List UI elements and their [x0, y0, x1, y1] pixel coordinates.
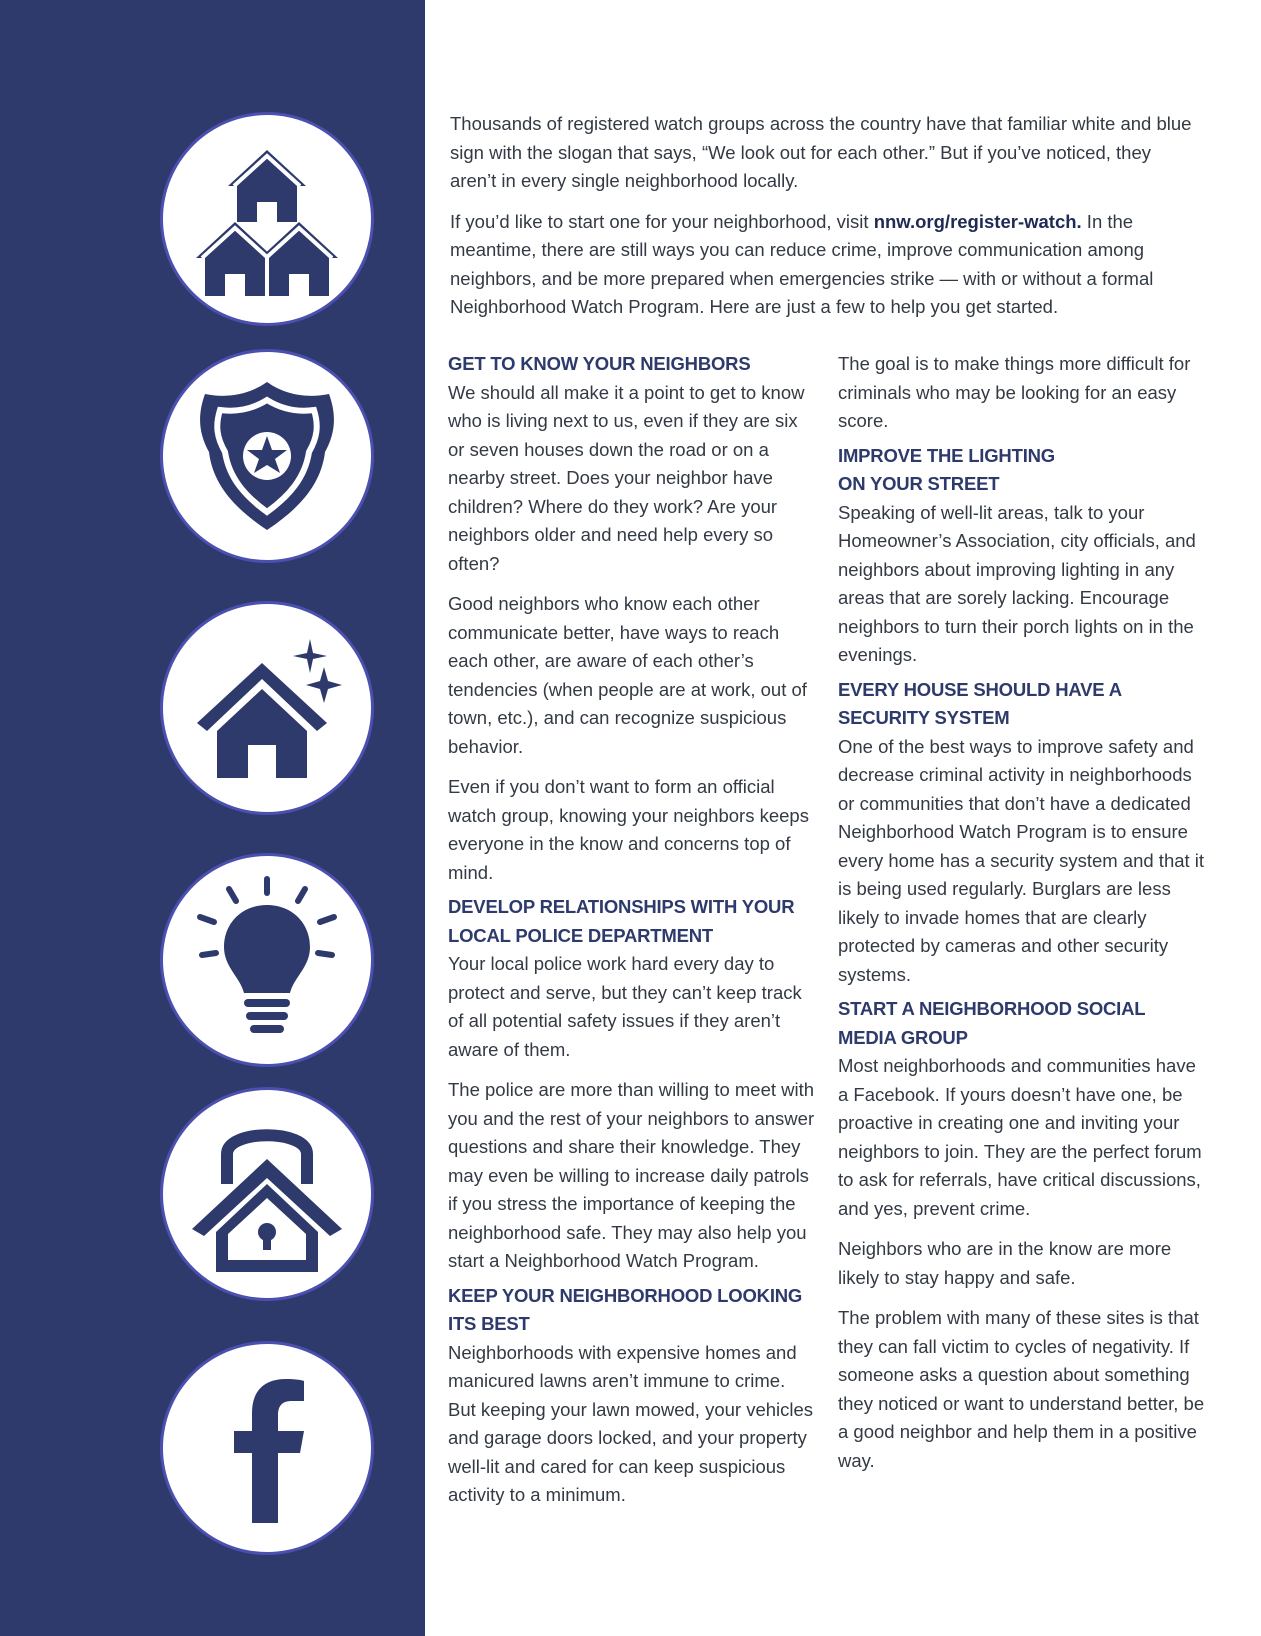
section-paragraph: We should all make it a point to get to know who is living next to us, even if they are six or seven houses down the road or on a nearby street. Does your neighbor have children? Where do they work? Are your neighbors older and need help every so often? — [448, 381, 805, 574]
intro-text-before-link: If you’d like to start one for your neighborhood, visit — [450, 210, 874, 232]
facebook-icon-circle — [163, 1344, 371, 1552]
section-paragraph: Good neighbors who know each other communicate better, have ways to reach each other, are aware of each other’s tendencies (when people are at work, out of town, etc.), and can recognize suspicious behavior. — [448, 593, 807, 757]
right-column — [838, 350, 1208, 1487]
section-heading-social-media: START A NEIGHBORHOOD SOCIAL MEDIA GROUP — [838, 998, 1146, 1048]
section-heading-police: DEVELOP RELATIONSHIPS WITH YOUR LOCAL POLICE DEPARTMENT — [448, 896, 795, 946]
houses-icon-circle — [163, 115, 371, 323]
section-paragraph: Most neighborhoods and communities have a Facebook. If yours doesn’t have one, be proactive in creating one and inviting your neighbors to join. They are the perfect forum to ask for referrals, have critical discussions, and yes, prevent crime. — [838, 1055, 1202, 1219]
facebook-icon — [212, 1373, 322, 1523]
intro-paragraph-2 — [450, 208, 1195, 322]
section-heading-know-neighbors: GET TO KNOW YOUR NEIGHBORS — [448, 353, 751, 374]
section-paragraph: Neighborhoods with expensive homes and manicured lawns aren’t immune to crime. But keeping your lawn mowed, your vehicles and garage doors locked, and your property well-lit and cared for can keep suspicious activity to a minimum. — [448, 1341, 814, 1505]
section-heading-looking-best: KEEP YOUR NEIGHBORHOOD LOOKING ITS BEST — [448, 1284, 803, 1334]
houses-icon — [192, 134, 342, 304]
sparkle-house-icon-circle — [163, 604, 371, 812]
police-badge-icon-circle — [163, 352, 371, 560]
lock-house-icon-circle — [163, 1090, 371, 1298]
intro — [450, 110, 1195, 334]
lock-house-icon — [192, 1114, 342, 1274]
intro-paragraph-1: Thousands of registered watch groups across the country have that familiar white and blue sign with the slogan that says, “We look out for each other.” But if you’ve noticed, they aren’t in every single neighborhood locally. — [450, 113, 1192, 191]
intro-text-after-link: In the meantime, there are still ways you can reduce crime, improve communication among neighbors, and be more prepared when emergencies strike — with or without a formal Neighborhood Watch Program. Here are just a few to help you get started. — [450, 210, 1154, 317]
sparkle-house-icon — [192, 633, 342, 783]
section-paragraph: Even if you don’t want to form an official watch group, knowing your neighbors keeps everyone in the know and concerns top of mind. — [448, 776, 809, 883]
section-paragraph: Neighbors who are in the know are more likely to stay happy and safe. — [838, 1238, 1172, 1288]
section-paragraph: The problem with many of these sites is that they can fall victim to cycles of negativity. If someone asks a question about something they noticed or want to understand better, be a good neighbor and help them in a positive way. — [838, 1307, 1205, 1471]
lightbulb-icon-circle — [163, 856, 371, 1064]
register-watch-link[interactable]: nnw.org/register-watch. — [873, 210, 1082, 232]
section-paragraph: The police are more than willing to meet with you and the rest of your neighbors to answer questions and share their knowledge. They may even be willing to increase daily patrols if you stress the importance of keeping the neighborhood safe. They may also help you start a Neighborhood Watch Program. — [448, 1079, 815, 1271]
sidebar — [0, 0, 425, 1636]
lightbulb-icon — [192, 875, 342, 1045]
section-heading-security-system: EVERY HOUSE SHOULD HAVE A SECURITY SYSTEM — [838, 678, 1122, 728]
left-column — [448, 350, 818, 1522]
section-paragraph: Your local police work hard every day to protect and serve, but they can’t keep track of all potential safety issues if they aren’t aware of them. — [448, 953, 802, 1060]
section-paragraph: Speaking of well-lit areas, talk to your Homeowner’s Association, city officials, and neighbors about improving lighting in any areas that are sorely lacking. Encourage neighbors to turn their porch lights on in the evenings. — [838, 501, 1196, 665]
section-paragraph: The goal is to make things more difficult for criminals who may be looking for an easy score. — [838, 353, 1191, 431]
section-heading-lighting: IMPROVE THE LIGHTING ON YOUR STREET — [838, 444, 1055, 494]
police-badge-icon — [197, 376, 337, 536]
section-paragraph: One of the best ways to improve safety and decrease criminal activity in neighborhoods or communities that don’t have a dedicated Neighborhood Watch Program is to ensure every home has a security system and that it is being used regularly. Burglars are less likely to invade homes that are clearly protected by cameras and other security systems. — [838, 735, 1205, 985]
